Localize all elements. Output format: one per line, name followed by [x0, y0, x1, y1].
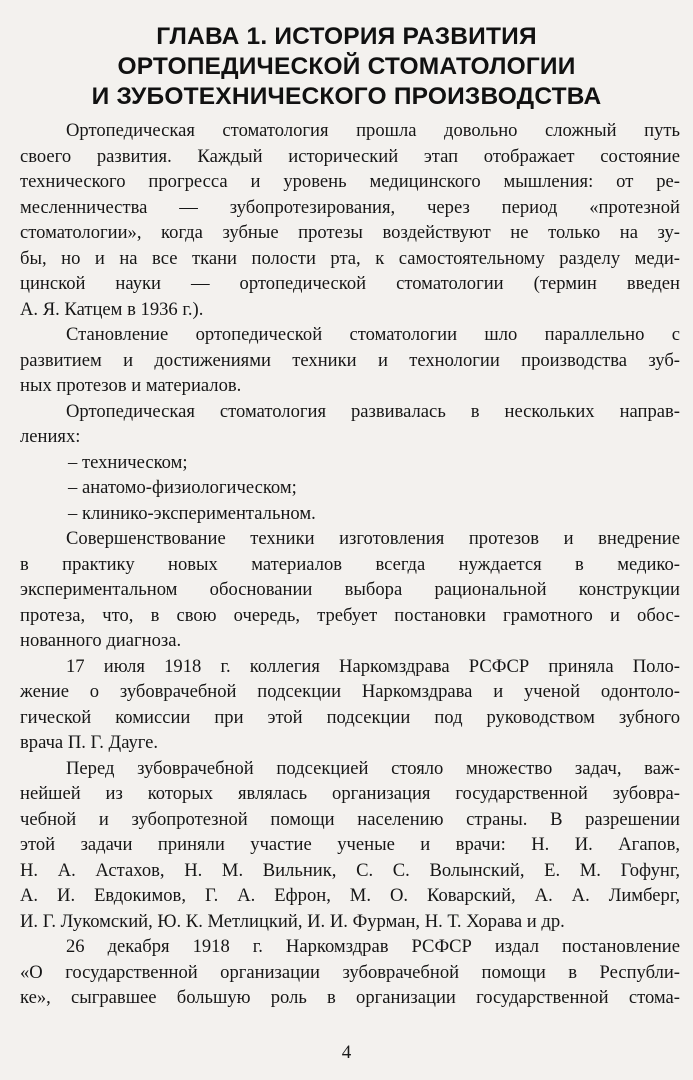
text-line: «О государственной организации зубоврачебной помощи в Республи- [20, 961, 680, 983]
text-line: А. Я. Катцем в 1936 г.). [20, 298, 204, 320]
text-line: гической комиссии при этой подсекции под руководством зубного [20, 706, 680, 728]
text-line: развитием и достижениями техники и технологии производства зуб- [20, 349, 680, 371]
text-line: чебной и зубопротезной помощи населению страны. В разрешении [20, 808, 680, 830]
text-line: экспериментальном обосновании выбора рациональной конструкции [20, 579, 680, 600]
text-line: Ортопедическая стоматология прошла довольно сложный путь [66, 120, 680, 141]
text-line: нованного диагноза. [20, 630, 182, 651]
text-line: технического прогресса и уровень медицинского мышления: от ре- [20, 171, 680, 192]
text-line: жение о зубоврачебной подсекции Наркомздрава и ученой одонтоло- [20, 681, 680, 702]
text-line: А. И. Евдокимов, Г. А. Ефрон, М. О. Коварский, А. А. Лимберг, [20, 885, 680, 906]
text-line: месленничества — зубопротезирования, через период «протезной [20, 196, 680, 218]
text-line: цинской науки — ортопедической стоматологии (термин введен [20, 273, 680, 294]
list-item: – техническом; [68, 451, 188, 473]
body-text [20, 118, 680, 1011]
text-line: своего развития. Каждый исторический этап отображает состояние [20, 145, 680, 167]
text-line: бы, но и на все ткани полости рта, к самостоятельному разделу меди- [20, 247, 680, 269]
list-item: – анатомо-физиологическом; [68, 477, 297, 498]
text-line: врача П. Г. Дауге. [20, 732, 159, 753]
text-line: Совершенствование техники изготовления протезов и внедрение [66, 528, 680, 549]
text-line: Ортопедическая стоматология развивалась в нескольких направ- [66, 400, 680, 422]
text-line: этой задачи приняли участие ученые и врачи: Н. И. Агапов, [20, 834, 680, 855]
text-line: 26 декабря 1918 г. Наркомздрав РСФСР издал постановление [66, 936, 680, 957]
chapter-title-line-3: И ЗУБОТЕХНИЧЕСКОГО ПРОИЗВОДСТВА [91, 83, 602, 110]
text-line: нейшей из которых являлась организация государственной зубовра- [20, 783, 680, 804]
text-line: Перед зубоврачебной подсекцией стояло множество задач, важ- [66, 757, 680, 779]
text-line: в практику новых материалов всегда нуждается в медико- [20, 553, 680, 575]
chapter-title-line-2: ОРТОПЕДИЧЕСКОЙ СТОМАТОЛОГИИ [117, 53, 576, 80]
text-line: ных протезов и материалов. [20, 375, 242, 396]
text-line: протеза, что, в свою очередь, требует постановки грамотного и обос- [20, 604, 680, 626]
page-number: 4 [341, 1042, 352, 1063]
text-line: лениях: [20, 426, 81, 447]
text-line: Н. А. Астахов, Н. М. Вильник, С. С. Волынский, Е. М. Гофунг, [20, 859, 680, 881]
text-line: ке», сыгравшее большую роль в организации государственной стома- [20, 987, 680, 1008]
text-line: И. Г. Лукомский, Ю. К. Метлицкий, И. И. Фурман, Н. Т. Хорава и др. [20, 910, 565, 932]
chapter-title [0, 22, 693, 112]
text-line: стоматологии», когда зубные протезы воздействуют не только на зу- [20, 222, 680, 243]
text-line: 17 июля 1918 г. коллегия Наркомздрава РСФСР приняла Поло- [66, 655, 680, 677]
chapter-title-line-1: ГЛАВА 1. ИСТОРИЯ РАЗВИТИЯ [156, 23, 537, 50]
list-item: – клинико-экспериментальном. [68, 502, 316, 524]
text-line: Становление ортопедической стоматологии шло параллельно с [66, 324, 680, 345]
